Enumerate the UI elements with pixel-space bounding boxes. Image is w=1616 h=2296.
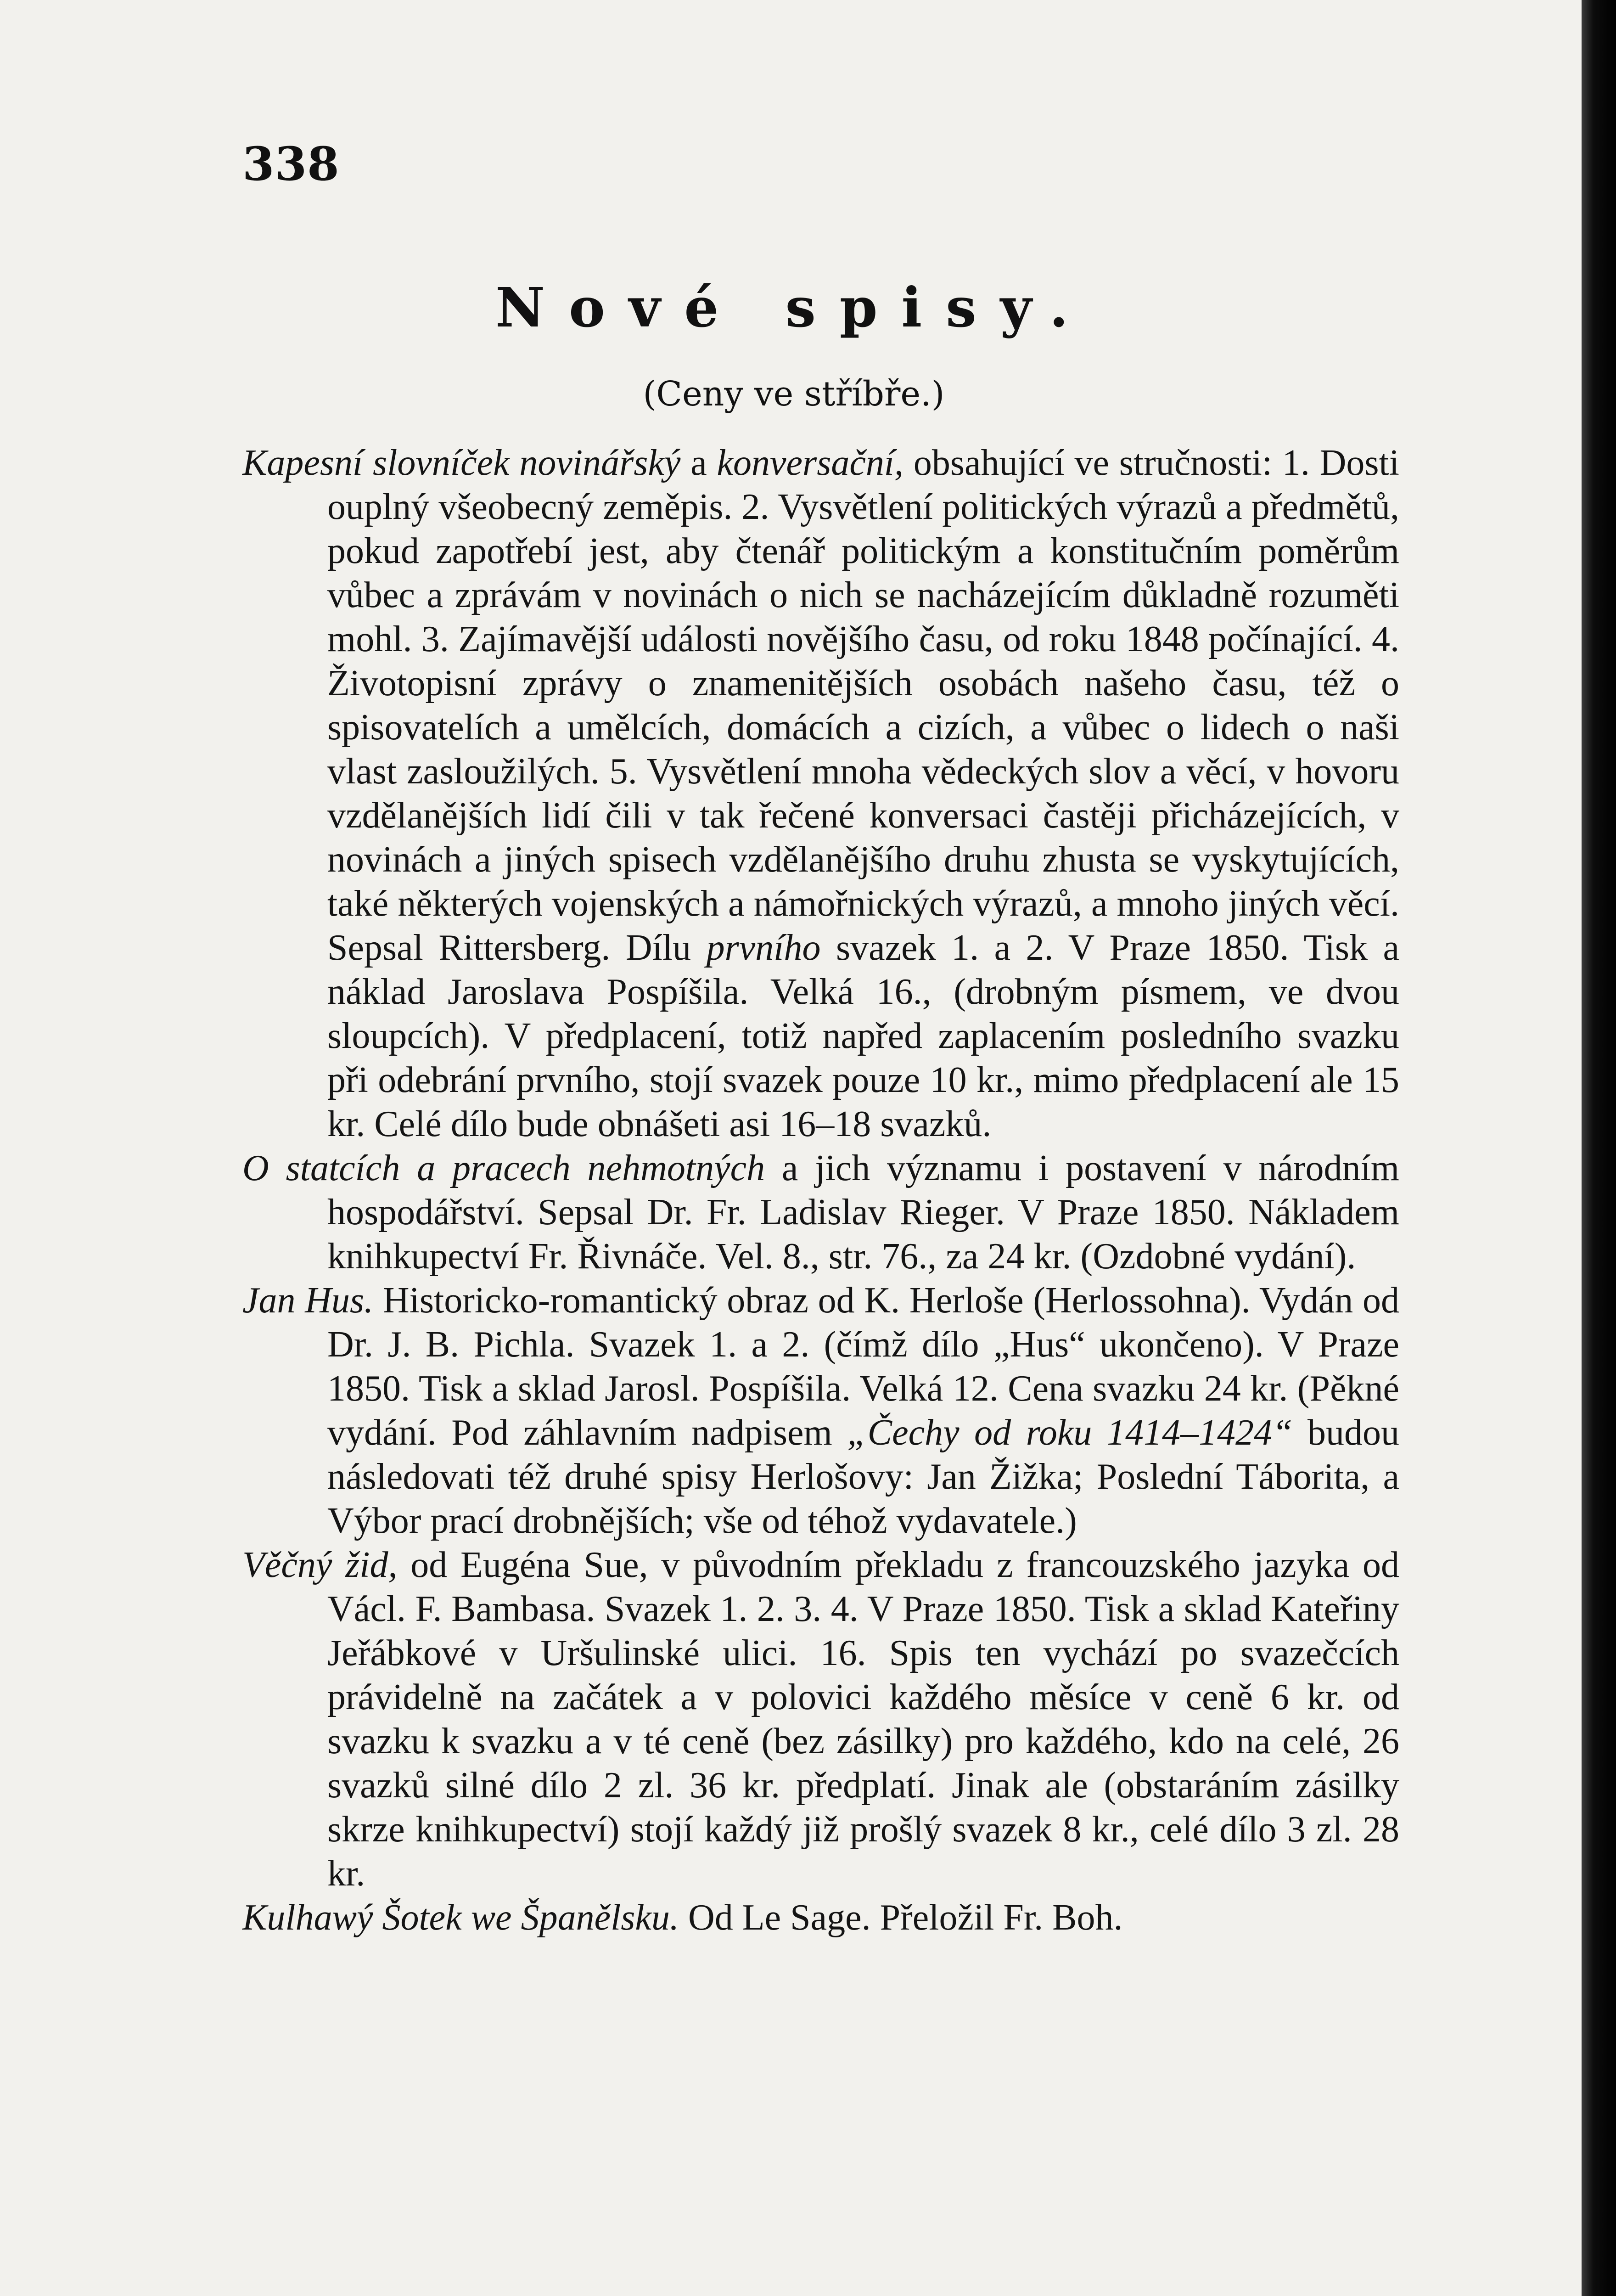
page-edge-shadow: [1582, 0, 1616, 2296]
entry-heading: Jan Hus.: [242, 1280, 374, 1321]
entry-vecny-zid: [242, 1543, 1399, 1896]
entry-connector: a: [680, 443, 717, 483]
entry-heading: O statcích a pracech nehmotných: [242, 1148, 765, 1188]
entry-heading: Kapesní slovníček novinářský: [242, 443, 681, 483]
price-note: (Ceny ve stříbře.): [643, 374, 945, 414]
entry-heading-2: konversační,: [717, 443, 904, 483]
page-title: Nové spisy.: [495, 276, 1092, 339]
entry-italic-phrase: „Čechy od roku 1414–1424“: [847, 1412, 1293, 1453]
entry-text-2: svazek 1. a 2. V Praze 1850. Tisk a náklad Jaroslava Pospíšila. Velká 16., (drobným písmem, ve dvou sloupcích). V předplacení, totiž napřed zaplacením posledního svazku při odebrání prvního, stojí svazek pouze 10 kr., mimo předplacení ale 15 kr. Celé dílo bude obnášeti asi 16–18 svazků.: [327, 928, 1399, 1144]
entry-text: a jich významu i postavení v národním hospodářství. Sepsal Dr. Fr. Ladislav Rieger. V Praze 1850. Nákladem knihkupectví Fr. Řivnáče. Vel. 8., str. 76., za 24 kr. (Ozdobné vydání).: [327, 1148, 1400, 1277]
entry-text: od Eugéna Sue, v původním překladu z francouzského jazyka od Václ. F. Bambasa. Svazek 1. 2. 3. 4. V Praze 1850. Tisk a sklad Kateřiny Jeřábkové v Uršulinské ulici. 16. Spis ten vychází po svazečcích právidelně na začátek a v polovici každého měsíce v ceně 6 kr. od svazku k svazku a v té ceně (bez zásilky) pro každého, kdo na celé, 26 svazků silné dílo 2 zl. 36 kr. předplatí. Jinak ale (obstaráním zásilky skrze knihkupectví) stojí každý již prošlý svazek 8 kr., celé dílo 3 zl. 28 kr.: [327, 1545, 1400, 1894]
entry-heading: Kulhawý Šotek we Španělsku.: [242, 1897, 679, 1938]
entry-italic-word: prvního: [706, 928, 821, 968]
listing-body: [242, 441, 1399, 1940]
entry-heading: Věčný žid,: [242, 1545, 398, 1585]
entry-text: Od Le Sage. Přeložil Fr. Boh.: [679, 1897, 1123, 1938]
entry-jan-hus: [242, 1278, 1399, 1543]
page-number: 338: [242, 137, 340, 191]
entry-kulhawy-sotek: [242, 1896, 1399, 1940]
entry-o-statcich: [242, 1146, 1399, 1278]
entry-text: obsahující ve stručnosti: 1. Dosti ouplný všeobecný zeměpis. 2. Vysvětlení politických výrazů a předmětů, pokud zapotřebí jest, aby čtenář politickým a konstitučním poměrům vůbec a zprávám v novinách o nich se nacházejícím důkladně rozuměti mohl. 3. Zajímavější události novějšího času, od roku 1848 počínající. 4. Životopisní zprávy o znamenitějších osobách našeho času, též o spisovatelích a umělcích, domácích a cizích, a vůbec o lidech o naši vlast zasloužilých. 5. Vysvětlení mnoha vědeckých slov a věcí, v hovoru vzdělanějších lidí čili v tak řečené konversaci častěji přicházejících, v novinách a jiných spisech vzdělanějšího druhu zhusta se vyskytujících, také některých vojenských a námořnických výrazů, a mnoho jiných věcí. Sepsal Rittersberg. Dílu: [327, 443, 1400, 968]
entry-text: Historicko-romantický obraz od K. Herloše (Herlossohna). Vydán od Dr. J. B. Pichla. Svazek 1. a 2. (čímž dílo „Hus“ ukončeno). V Praze 1850. Tisk a sklad Jarosl. Pospíšila. Velká 12. Cena svazku 24 kr. (Pěkné vydání. Pod záhlavním nadpisem: [327, 1280, 1399, 1453]
entry-kapesni-slovnicek: [242, 441, 1399, 1146]
entry-text-2: budou následovati též druhé spisy Herlošovy: Jan Žižka; Poslední Táborita, a Výbor prací drobnějších; vše od téhož vydavatele.): [327, 1412, 1400, 1541]
